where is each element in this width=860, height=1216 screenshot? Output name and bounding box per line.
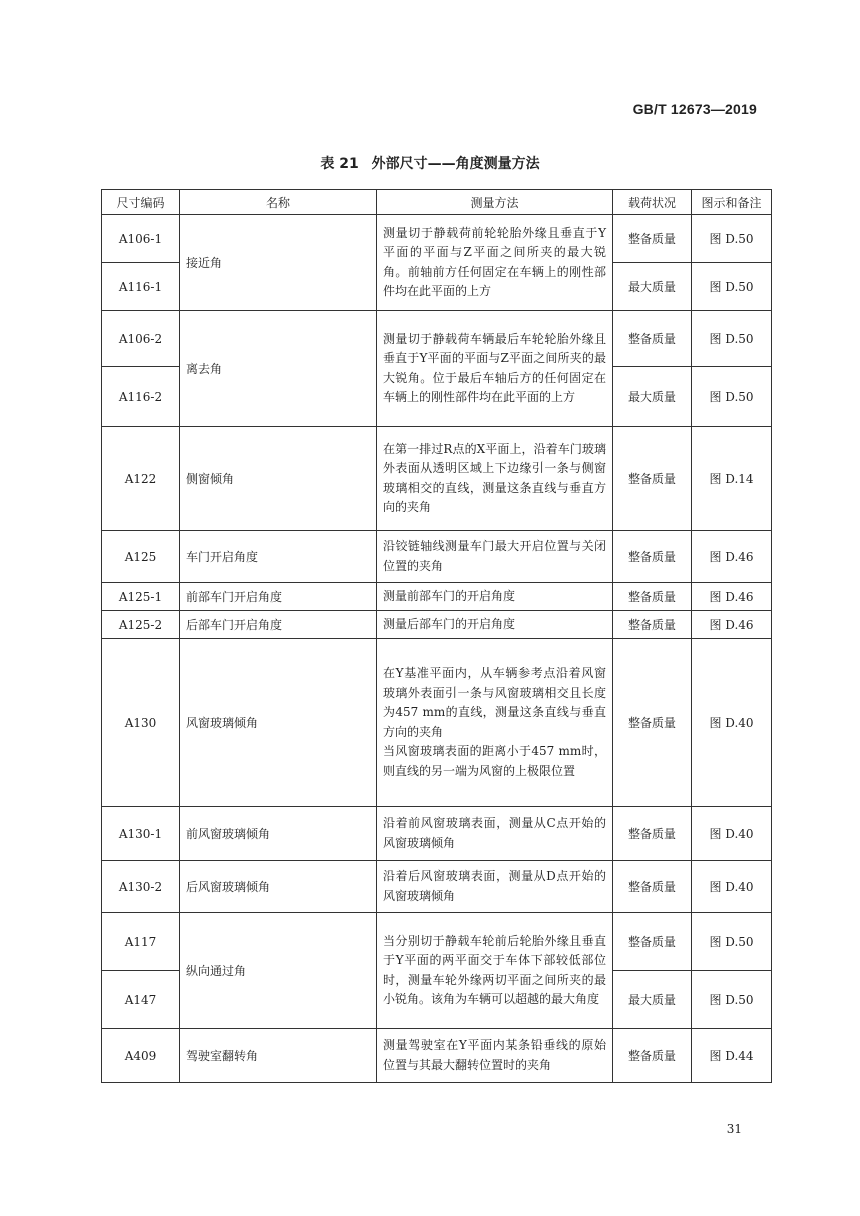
measurement-method: 沿铰链轴线测量车门最大开启位置与关闭位置的夹角 <box>377 531 613 583</box>
dimension-name: 侧窗倾角 <box>180 427 377 531</box>
dimension-code: A147 <box>102 971 180 1029</box>
dimension-code: A125-2 <box>102 611 180 639</box>
load-condition: 整备质量 <box>613 861 692 913</box>
figure-ref: 图 D.50 <box>692 311 772 367</box>
dimension-name: 接近角 <box>180 215 377 311</box>
measurement-method-note: 当风窗玻璃表面的距离小于457 mm时，则直线的另一端为风窗的上极限位置 <box>383 744 606 778</box>
measurement-method: 测量驾驶室在Y平面内某条铅垂线的原始位置与其最大翻转位置时的夹角 <box>377 1029 613 1083</box>
dimension-code: A116-2 <box>102 367 180 427</box>
dimension-name: 前部车门开启角度 <box>180 583 377 611</box>
table-row <box>102 639 772 807</box>
column-header: 测量方法 <box>377 190 613 215</box>
figure-ref: 图 D.50 <box>692 367 772 427</box>
dimension-code: A106-2 <box>102 311 180 367</box>
dimension-code: A117 <box>102 913 180 971</box>
column-header: 图示和备注 <box>692 190 772 215</box>
load-condition: 整备质量 <box>613 427 692 531</box>
measurement-method: 沿着后风窗玻璃表面，测量从D点开始的风窗玻璃倾角 <box>377 861 613 913</box>
column-header: 名称 <box>180 190 377 215</box>
figure-ref: 图 D.40 <box>692 861 772 913</box>
dimension-name: 后风窗玻璃倾角 <box>180 861 377 913</box>
column-header: 载荷状况 <box>613 190 692 215</box>
table-row <box>102 913 772 971</box>
table-row <box>102 427 772 531</box>
measurement-method: 测量切于静载荷前轮轮胎外缘且垂直于Y平面的平面与Z平面之间所夹的最大锐角。前轴前方任何固定在车辆上的刚性部件均在此平面的上方 <box>377 215 613 311</box>
figure-ref: 图 D.46 <box>692 611 772 639</box>
dimension-name: 驾驶室翻转角 <box>180 1029 377 1083</box>
dimension-code: A130-1 <box>102 807 180 861</box>
dimension-name: 后部车门开启角度 <box>180 611 377 639</box>
dimension-name: 离去角 <box>180 311 377 427</box>
figure-ref: 图 D.40 <box>692 807 772 861</box>
table-row <box>102 531 772 583</box>
measurement-method: 在第一排过R点的X平面上，沿着车门玻璃外表面从透明区域上下边缘引一条与侧窗玻璃相交的直线，测量这条直线与垂直方向的夹角 <box>377 427 613 531</box>
load-condition: 整备质量 <box>613 807 692 861</box>
dimension-name: 纵向通过角 <box>180 913 377 1029</box>
table-row <box>102 861 772 913</box>
measurement-table <box>101 189 772 1083</box>
figure-ref: 图 D.50 <box>692 971 772 1029</box>
figure-ref: 图 D.46 <box>692 583 772 611</box>
load-condition: 最大质量 <box>613 367 692 427</box>
load-condition: 最大质量 <box>613 971 692 1029</box>
measurement-method: 测量后部车门的开启角度 <box>377 611 613 639</box>
table-row <box>102 807 772 861</box>
table-header-row <box>102 190 772 215</box>
dimension-code: A106-1 <box>102 215 180 263</box>
table-row <box>102 583 772 611</box>
figure-ref: 图 D.40 <box>692 639 772 807</box>
dimension-name: 车门开启角度 <box>180 531 377 583</box>
figure-ref: 图 D.44 <box>692 1029 772 1083</box>
measurement-method: 沿着前风窗玻璃表面，测量从C点开始的风窗玻璃倾角 <box>377 807 613 861</box>
measurement-method: 在Y基准平面内，从车辆参考点沿着风窗玻璃外表面引一条与风窗玻璃相交且长度为457 mm的直线，测量这条直线与垂直方向的夹角 <box>383 666 606 739</box>
load-condition: 整备质量 <box>613 311 692 367</box>
dimension-code: A116-1 <box>102 263 180 311</box>
measurement-method: 测量切于静载荷车辆最后车轮轮胎外缘且垂直于Y平面的平面与Z平面之间所夹的最大锐角。位于最后车轴后方的任何固定在车辆上的刚性部件均在此平面的上方 <box>377 311 613 427</box>
figure-ref: 图 D.50 <box>692 913 772 971</box>
measurement-method: 当分别切于静载车轮前后轮胎外缘且垂直于Y平面的两平面交于车体下部较低部位时，测量车轮外缘两切平面之间所夹的最小锐角。该角为车辆可以超越的最大角度 <box>377 913 613 1029</box>
dimension-name: 风窗玻璃倾角 <box>180 639 377 807</box>
load-condition: 整备质量 <box>613 531 692 583</box>
load-condition: 整备质量 <box>613 913 692 971</box>
column-header: 尺寸编码 <box>102 190 180 215</box>
figure-ref: 图 D.46 <box>692 531 772 583</box>
dimension-name: 前风窗玻璃倾角 <box>180 807 377 861</box>
dimension-code: A130 <box>102 639 180 807</box>
dimension-code: A125 <box>102 531 180 583</box>
dimension-code: A409 <box>102 1029 180 1083</box>
measurement-method: 测量前部车门的开启角度 <box>377 583 613 611</box>
figure-ref: 图 D.50 <box>692 215 772 263</box>
dimension-code: A122 <box>102 427 180 531</box>
load-condition: 整备质量 <box>613 1029 692 1083</box>
dimension-code: A130-2 <box>102 861 180 913</box>
table-row <box>102 1029 772 1083</box>
load-condition: 整备质量 <box>613 215 692 263</box>
table-number: 表 21 <box>320 156 359 172</box>
figure-ref: 图 D.14 <box>692 427 772 531</box>
standard-code: GB/T 12673—2019 <box>632 101 757 117</box>
page-number: 31 <box>726 1122 742 1136</box>
load-condition: 整备质量 <box>613 583 692 611</box>
table-row <box>102 215 772 263</box>
measurement-method-cell <box>377 639 613 807</box>
table-title <box>0 153 860 173</box>
load-condition: 最大质量 <box>613 263 692 311</box>
figure-ref: 图 D.50 <box>692 263 772 311</box>
table-row <box>102 611 772 639</box>
load-condition: 整备质量 <box>613 611 692 639</box>
table-row <box>102 311 772 367</box>
dimension-code: A125-1 <box>102 583 180 611</box>
table-caption: 外部尺寸——角度测量方法 <box>371 156 540 172</box>
load-condition: 整备质量 <box>613 639 692 807</box>
